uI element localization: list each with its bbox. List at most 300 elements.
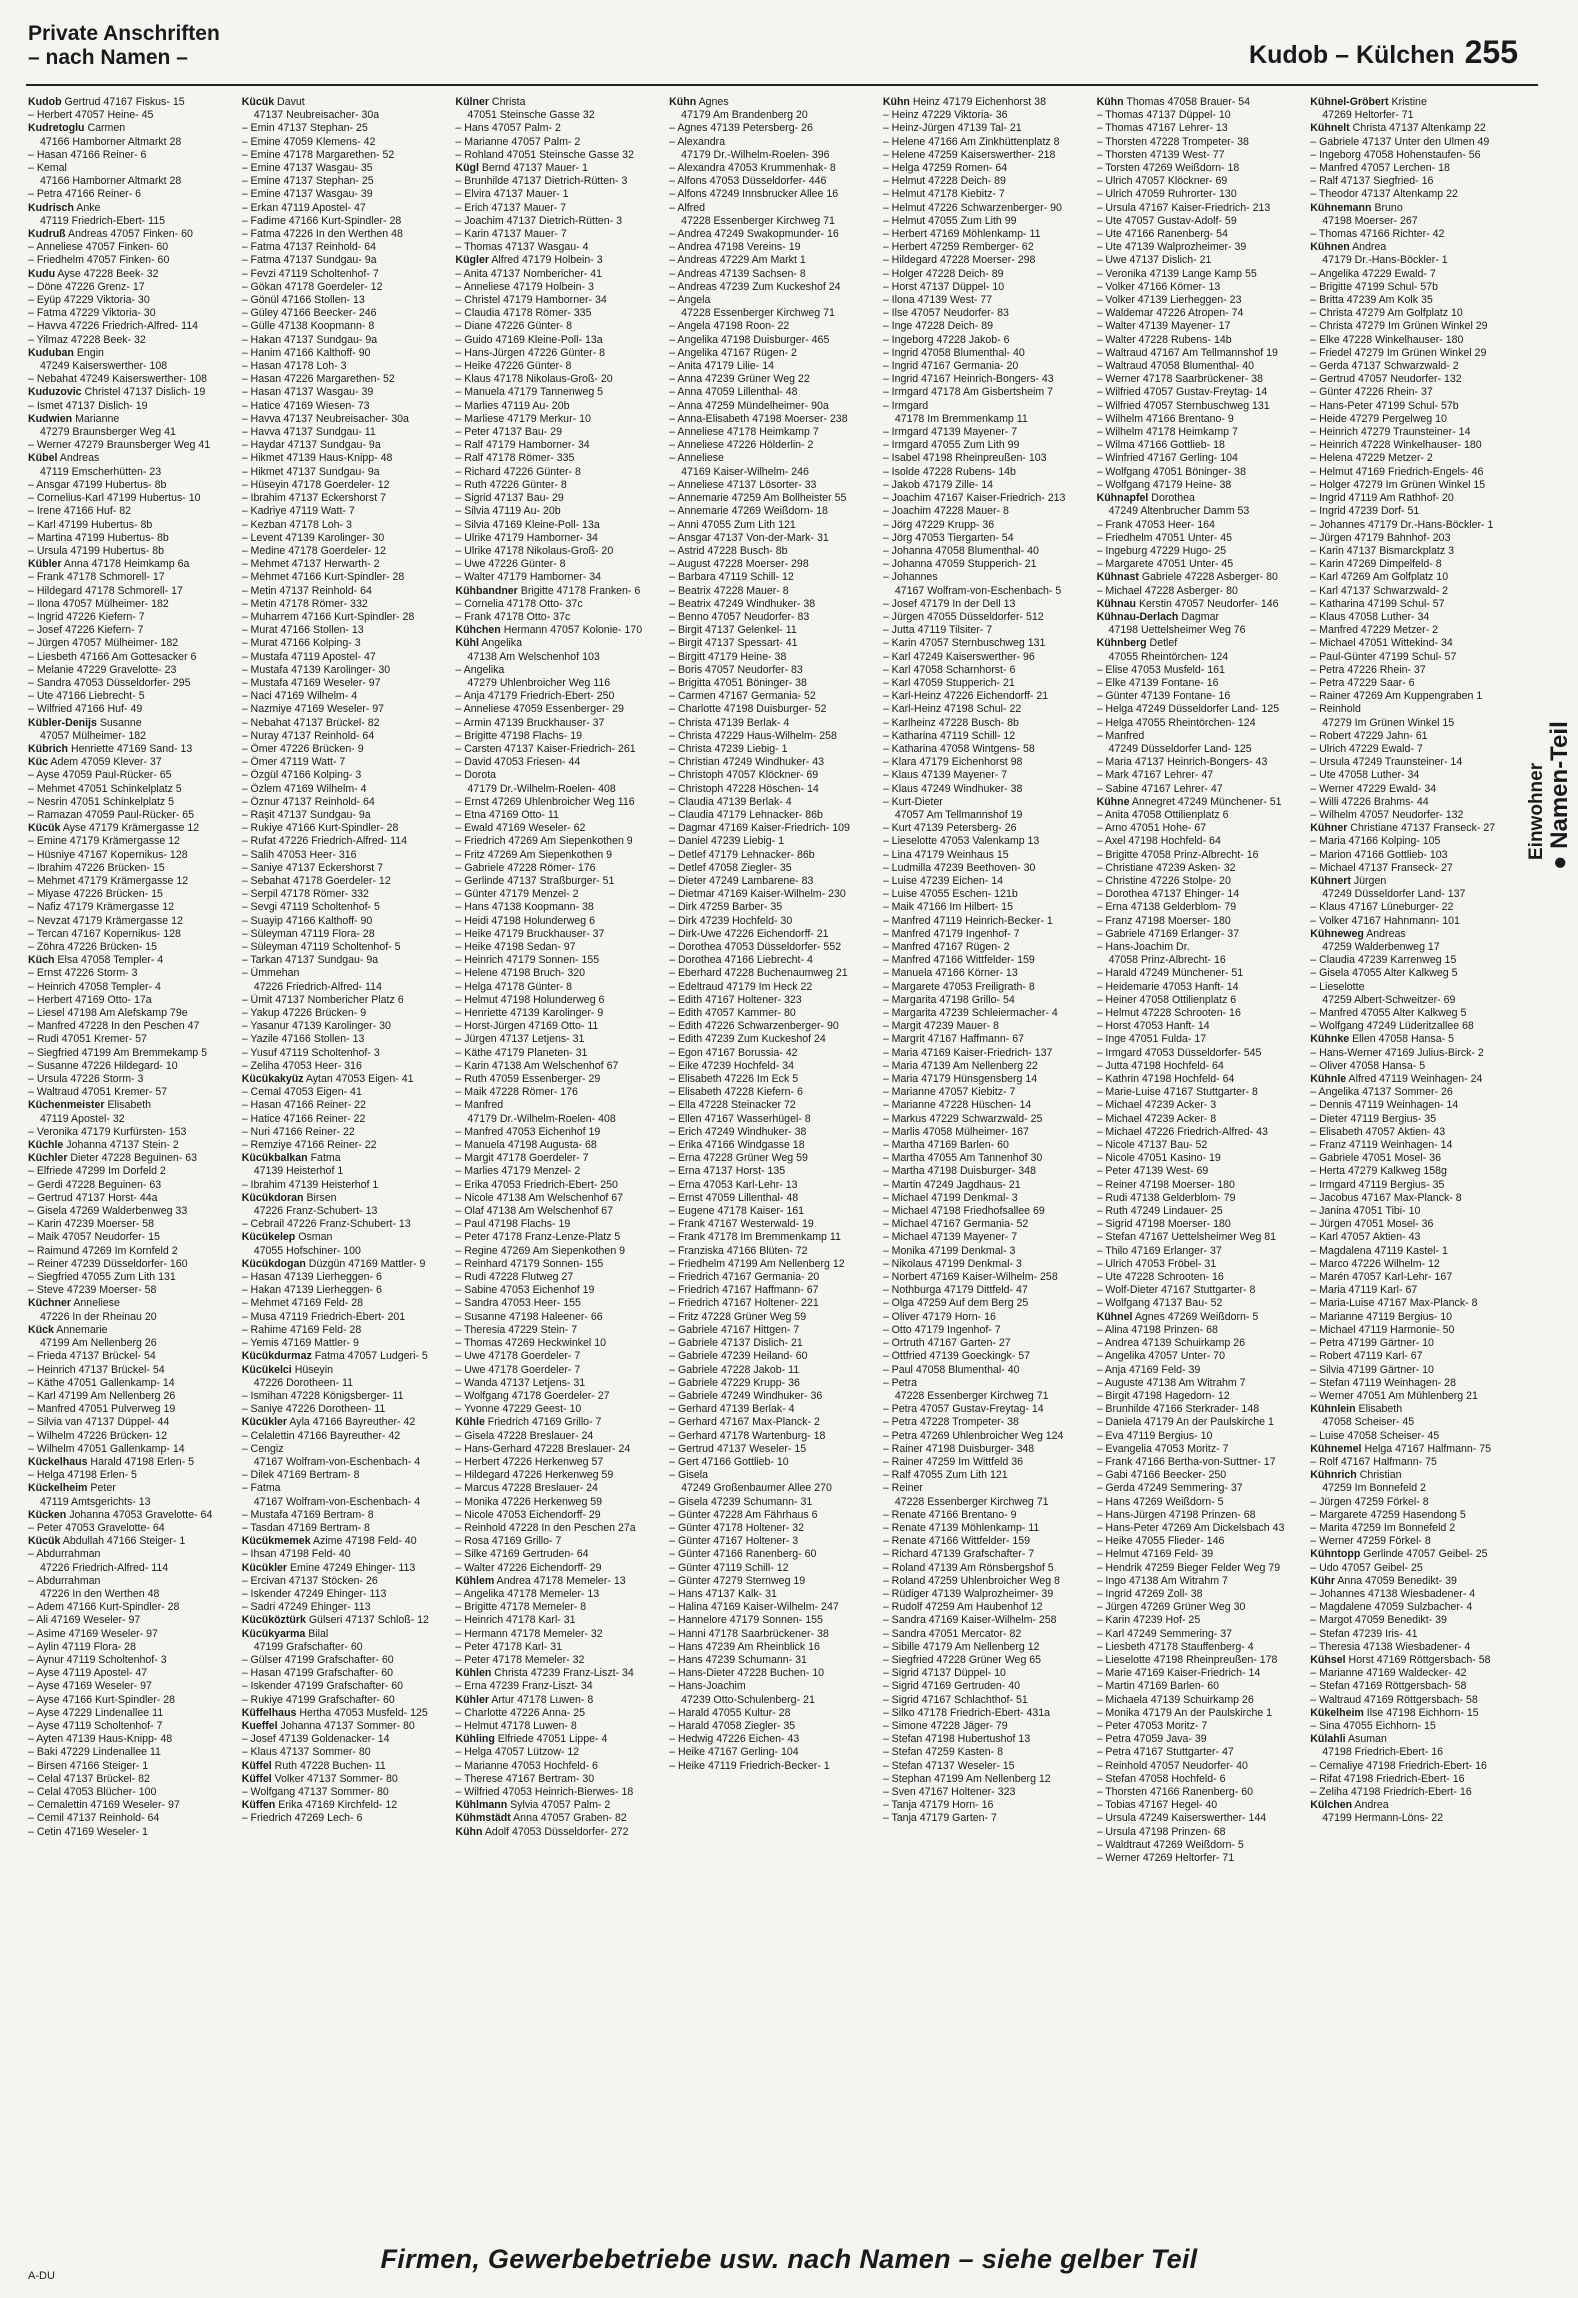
listing-entry: – Ömer 47226 Brücken- 9 [241, 742, 364, 755]
listing-entry: – Brunhilde 47137 Dietrich-Rütten- 3 [455, 175, 628, 188]
listing-entry: – Tercan 47167 Kopernikus- 128 [28, 927, 181, 940]
listing-entry: Kühntopp Gerlinde 47057 Geibel- 25 [1310, 1548, 1488, 1561]
listing-entry: Kühmstädt Anna 47057 Graben- 82 [455, 1812, 627, 1825]
listing-entry: – Frank 47178 Schmorell- 17 [28, 571, 165, 584]
listing-entry: – Renate 47139 Möhlenkamp- 11 [882, 1521, 1040, 1534]
listing-entry: – Thilo 47169 Erlanger- 37 [1096, 1244, 1222, 1257]
listing-entry: – Hildegard 47226 Herkenweg 59 [455, 1469, 614, 1482]
listing-entry: – Simone 47228 Jäger- 79 [882, 1719, 1008, 1732]
listing-entry: Kühnen Andrea [1310, 241, 1387, 254]
listing-entry: – Alexandra 47053 Krummenhak- 8 [669, 162, 836, 175]
listing-entry: 47167 Wolfram-von-Eschenbach- 4 [253, 1455, 421, 1468]
listing-entry: – Edith 47226 Schwarzenberger- 90 [669, 1020, 839, 1033]
listing-entry: Kühnel Agnes 47269 Weißdorn- 5 [1096, 1310, 1259, 1323]
listing-entry: – Veronika 47179 Kurfürsten- 153 [28, 1125, 187, 1138]
listing-entry: – Wilhelm 47178 Heimkamp 7 [1096, 426, 1238, 439]
listing-entry: – Karl 47059 Stupperich- 21 [882, 676, 1015, 689]
listing-entry: – Havva 47226 Friedrich-Alfred- 114 [28, 320, 198, 333]
listing-entry: – Günter 47166 Ranenberg- 60 [669, 1548, 817, 1561]
listing-entry: – Günter 47119 Schill- 12 [669, 1561, 789, 1574]
listing-entry: – Petra 47226 Rhein- 37 [1310, 663, 1426, 676]
listing-entry: Kücüköztürk Gülseri 47137 Schloß- 12 [241, 1614, 429, 1627]
listing-entry: Kücük Ayse 47179 Krämergasse 12 [28, 822, 200, 835]
listing-entry: 47051 Steinsche Gasse 32 [467, 109, 595, 122]
listing-entry: – Mehmet 47166 Kurt-Spindler- 28 [241, 571, 405, 584]
listing-entry: – Rainer 47259 Im Wittfeld 36 [882, 1455, 1023, 1468]
listing-entry: – Manfred 47119 Heinrich-Becker- 1 [882, 914, 1053, 927]
listing-entry: 47167 Wolfram-von-Eschenbach- 5 [894, 584, 1062, 597]
listing-entry: – Heinrich 47178 Karl- 31 [455, 1614, 576, 1627]
listing-entry: – Ulrich 47059 Ruhrorter- 130 [1096, 188, 1237, 201]
listing-entry: – Fritz 47228 Grüner Weg 59 [669, 1310, 807, 1323]
listing-entry: – Edith 47057 Kammer- 80 [669, 1007, 796, 1020]
listing-entry: – Hüseyin 47178 Goerdeler- 12 [241, 478, 390, 491]
listing-entry: – Eberhard 47228 Buchenaumweg 21 [669, 967, 848, 980]
listing-entry: – Hüsniye 47167 Kopernikus- 128 [28, 848, 188, 861]
listing-entry: – Karl-Heinz 47198 Schul- 22 [882, 703, 1022, 716]
listing-entry: Kückelheim Peter [28, 1482, 116, 1495]
listing-entry: – Ismihan 47228 Königsberger- 11 [241, 1389, 404, 1402]
listing-entry: Kügl Bernd 47137 Mauer- 1 [455, 162, 588, 175]
listing-entry: – Hanni 47178 Saarbrückener- 38 [669, 1627, 829, 1640]
listing-column [1097, 96, 1305, 2232]
listing-entry: – Sebahat 47178 Goerdeler- 12 [241, 874, 391, 887]
listing-entry: – Ursula 47249 Traunsteiner- 14 [1310, 756, 1463, 769]
listing-entry: – Brigitta 47051 Böninger- 38 [669, 676, 807, 689]
listing-entry: – Carsten 47137 Kaiser-Friedrich- 261 [455, 742, 636, 755]
listing-entry: – Günter 47178 Holtener- 32 [669, 1521, 805, 1534]
listing-entry: – Adem 47166 Kurt-Spindler- 28 [28, 1601, 180, 1614]
listing-entry: Kücük Davut [241, 96, 305, 108]
listing-entry: – Helmut 47169 Feld- 39 [1096, 1548, 1214, 1561]
listing-entry: – Katharina 47199 Schul- 57 [1310, 597, 1445, 610]
listing-entry: – Musa 47119 Friedrich-Ebert- 201 [241, 1310, 406, 1323]
listing-entry: – Hans 47239 Am Rheinblick 16 [669, 1640, 820, 1653]
listing-entry: – Jürgen 47179 Bahnhof- 203 [1310, 531, 1451, 544]
listing-entry: – Ibrahim 47226 Brücken- 15 [28, 861, 165, 874]
listing-entry: 47269 Heltorfer- 71 [1322, 109, 1414, 122]
listing-entry: – Johanna 47059 Stupperich- 21 [882, 558, 1037, 571]
listing-entry: – Suayip 47166 Kalthoff- 90 [241, 914, 373, 927]
listing-entry: – Reiner 47198 Moerser- 180 [1096, 1178, 1235, 1191]
listing-entry: – Werner 47279 Braunsberger Weg 41 [28, 439, 211, 452]
listing-entry: – Günter 47279 Sternweg 19 [669, 1574, 806, 1587]
listing-entry: – Liesbeth 47166 Am Gottesacker 6 [28, 650, 197, 663]
listing-entry: – Evangelia 47053 Moritz- 7 [1096, 1442, 1229, 1455]
listing-entry: – Jutta 47198 Hochfeld- 64 [1096, 1059, 1224, 1072]
listing-entry: – Michael 47228 Asberger- 80 [1096, 584, 1238, 597]
listing-entry: – Nesrin 47051 Schinkelplatz 5 [28, 795, 175, 808]
listing-entry: – Siegfried 47055 Zum Lith 131 [28, 1271, 176, 1284]
listing-entry: Kükelheim Ilse 47198 Eichhorn- 15 [1310, 1706, 1479, 1719]
listing-entry: – Heiner 47058 Ottilienplatz 6 [1096, 993, 1237, 1006]
listing-entry: – Tanja 47179 Garten- 7 [882, 1812, 997, 1825]
listing-entry: – Ayse 47169 Weseler- 97 [28, 1680, 152, 1693]
listing-entry: – Abdurrahman [28, 1574, 101, 1587]
listing-entry: – Anneliese 47059 Essenberger- 29 [455, 703, 624, 716]
listing-entry: – Birsen 47166 Steiger- 1 [28, 1759, 149, 1772]
listing-entry: – Uwe 47226 Günter- 8 [455, 558, 566, 571]
listing-entry: – Nicole 47137 Bau- 52 [1096, 1139, 1208, 1152]
listing-entry: – Maria-Luise 47167 Max-Planck- 8 [1310, 1297, 1478, 1310]
listing-entry: – Volker 47139 Lierheggen- 23 [1096, 294, 1242, 307]
listing-entry: Küffel Volker 47137 Sommer- 80 [241, 1772, 398, 1785]
listing-entry: – Daniela 47179 An der Paulskirche 1 [1096, 1416, 1274, 1429]
listing-entry: 47228 Essenberger Kirchweg 71 [681, 307, 835, 320]
listing-entry: – Stefan 47137 Weseler- 15 [882, 1759, 1015, 1772]
listing-entry: – Angelika 47198 Duisburger- 465 [669, 333, 830, 346]
listing-entry: – Margarete 47259 Hasendong 5 [1310, 1508, 1466, 1521]
listing-entry: – Erkan 47119 Apostel- 47 [241, 201, 366, 214]
listing-entry: – Charlotte 47226 Anna- 25 [455, 1706, 585, 1719]
listing-entry: – Mark 47167 Lehrer- 47 [1096, 769, 1214, 782]
listing-entry: – Fadime 47166 Kurt-Spindler- 28 [241, 214, 402, 227]
listing-entry: – Manfred 47229 Metzer- 2 [1310, 624, 1439, 637]
listing-entry: – Veronika 47139 Lange Kamp 55 [1096, 267, 1257, 280]
listing-column [455, 96, 663, 2232]
listing-entry: – Medine 47178 Goerdeler- 12 [241, 544, 386, 557]
listing-entry: – Andrea 47139 Schuirkamp 26 [1096, 1337, 1245, 1350]
listing-entry: Kudrisch Anke [28, 201, 101, 214]
listing-entry: – Cengiz [241, 1442, 284, 1455]
listing-entry: – Heike 47179 Bruckhauser- 37 [455, 927, 605, 940]
listing-entry: – Waldemar 47226 Atropen- 74 [1096, 307, 1244, 320]
listing-entry: – Ingeborg 47058 Hohenstaufen- 56 [1310, 148, 1481, 161]
listing-entry: – Karl 47199 Hubertus- 8b [28, 518, 153, 531]
listing-entry: – Petra 47167 Stuttgarter- 47 [1096, 1746, 1234, 1759]
listing-entry: – Petra 47199 Gärtner- 10 [1310, 1337, 1434, 1350]
listing-entry: – Auguste 47138 Am Witrahm 7 [1096, 1376, 1246, 1389]
listing-entry: Küchner Anneliese [28, 1297, 120, 1310]
listing-entry: – Susanne 47198 Haleener- 66 [455, 1310, 603, 1323]
listing-entry: – Ursula 47226 Storm- 3 [28, 1073, 144, 1086]
listing-entry: – Edith 47167 Holtener- 323 [669, 993, 802, 1006]
listing-entry: – Manuela 47179 Tannenweg 5 [455, 386, 604, 399]
listing-entry: – Klaus 47249 Windhuker- 38 [882, 782, 1023, 795]
listing-entry: – Ibrahim 47139 Heisterhof 1 [241, 1178, 379, 1191]
listing-entry: 47119 Amtsgerichts- 13 [40, 1495, 151, 1508]
listing-entry: Kühneweg Andreas [1310, 927, 1406, 940]
listing-entry: Küch Elsa 47058 Templer- 4 [28, 954, 164, 967]
listing-entry: – Monika 47226 Herkenweg 59 [455, 1495, 603, 1508]
listing-entry: – Elisabeth 47228 Kiefern- 6 [669, 1086, 803, 1099]
listing-entry: – Agnes 47139 Petersberg- 26 [669, 122, 813, 135]
listing-entry: – Silke 47169 Gertruden- 64 [455, 1548, 589, 1561]
listing-entry: – Ayse 47229 Lindenallee 11 [28, 1706, 164, 1719]
listing-entry: – Ursula 47199 Hubertus- 8b [28, 544, 165, 557]
listing-column [28, 96, 236, 2232]
listing-entry: – Ursula 47198 Prinzen- 68 [1096, 1825, 1226, 1838]
listing-entry: Kücükler Ayla 47166 Bayreuther- 42 [241, 1416, 416, 1429]
listing-entry: – Peter 47178 Karl- 31 [455, 1640, 563, 1653]
listing-entry: – Hans 47138 Koopmann- 38 [455, 901, 594, 914]
listing-entry: – Michael 47198 Friedhofsallee 69 [882, 1205, 1045, 1218]
listing-entry: 47228 Essenberger Kirchweg 71 [681, 214, 835, 227]
listing-entry: – Sevgi 47119 Scholtenhof- 5 [241, 901, 380, 914]
listing-entry: – Wilhelm 47226 Brücken- 12 [28, 1429, 167, 1442]
listing-entry: – Cemal 47053 Eigen- 41 [241, 1086, 362, 1099]
listing-entry: – Hasan 47166 Reiner- 22 [241, 1099, 366, 1112]
listing-entry: – Fatma 47137 Sundgau- 9a [241, 254, 377, 267]
listing-entry: – Sigrid 47137 Düppel- 10 [882, 1667, 1006, 1680]
listing-entry: – Rudolf 47259 Am Haubenhof 12 [882, 1601, 1043, 1614]
listing-entry: – Yazile 47166 Stollen- 13 [241, 1033, 365, 1046]
listing-entry: – Kurt 47139 Petersberg- 26 [882, 822, 1017, 835]
listing-entry: – Nevzat 47179 Krämergasse 12 [28, 914, 183, 927]
listing-entry: – Ingrid 47226 Kiefern- 7 [28, 610, 145, 623]
listing-entry: – Cebrail 47226 Franz-Schubert- 13 [241, 1218, 411, 1231]
listing-entry: – Waltraud 47051 Kremer- 57 [28, 1086, 168, 1099]
listing-entry: – Horst 47137 Düppel- 10 [882, 280, 1005, 293]
listing-entry: 47249 Kaiserswerther- 108 [40, 360, 168, 373]
listing-entry: – Gülser 47199 Grafschafter- 60 [241, 1653, 394, 1666]
listing-entry: Kübler Anna 47178 Heimkamp 6a [28, 558, 190, 571]
listing-entry: – Waltraud 47058 Blumenthal- 40 [1096, 360, 1254, 373]
listing-entry: – Emine 47179 Krämergasse 12 [28, 835, 180, 848]
listing-entry: – Karl 47199 Am Nellenberg 26 [28, 1389, 176, 1402]
listing-entry: Küc Adem 47059 Klever- 37 [28, 756, 162, 769]
listing-entry: – Hans-Peter 47269 Am Dickelsbach 43 [1096, 1521, 1285, 1534]
listing-entry: – Sandra 47051 Mercator- 82 [882, 1627, 1022, 1640]
listing-entry: – Maria 47137 Heinrich-Bongers- 43 [1096, 756, 1268, 769]
listing-entry: Kücükmemek Azime 47198 Feld- 40 [241, 1535, 417, 1548]
listing-entry: – Levent 47139 Karolinger- 30 [241, 531, 385, 544]
listing-entry: 47226 Dorotheen- 11 [253, 1376, 354, 1389]
listing-entry: – Franz 47198 Moerser- 180 [1096, 914, 1231, 927]
listing-entry: – Ayten 47139 Haus-Knipp- 48 [28, 1733, 173, 1746]
listing-entry: – Margrit 47167 Haffmann- 67 [882, 1033, 1024, 1046]
listing-entry: – Winfried 47167 Gerling- 104 [1096, 452, 1238, 465]
listing-entry: – Hans 47239 Schumann- 31 [669, 1653, 807, 1666]
listing-entry: 47249 Altenbrucher Damm 53 [1108, 505, 1250, 518]
listing-entry: – Reinhold [1310, 703, 1361, 716]
listing-entry: – Stefan 47058 Hochfeld- 6 [1096, 1772, 1226, 1785]
listing-entry: – Cemaliye 47198 Friedrich-Ebert- 16 [1310, 1759, 1487, 1772]
listing-entry: – Fritz 47269 Am Siepenkothen 9 [455, 848, 613, 861]
listing-entry: – David 47053 Friesen- 44 [455, 756, 581, 769]
listing-entry: – Luise 47239 Eichen- 14 [882, 874, 1003, 887]
listing-entry: – Yakup 47226 Brücken- 9 [241, 1007, 367, 1020]
listing-entry: – Dilek 47169 Bertram- 8 [241, 1469, 360, 1482]
listing-entry: – Erna 47053 Karl-Lehr- 13 [669, 1178, 798, 1191]
listing-entry: – Ingrid 47239 Dorf- 51 [1310, 505, 1420, 518]
listing-entry: – Heike 47055 Flieder- 146 [1096, 1535, 1225, 1548]
listing-entry: – Celalettin 47166 Bayreuther- 42 [241, 1429, 401, 1442]
listing-entry: – Elke 47228 Winkelhauser- 180 [1310, 333, 1464, 346]
listing-entry: – Astrid 47228 Busch- 8b [669, 544, 788, 557]
listing-entry: Kücken Johanna 47053 Gravelotte- 64 [28, 1508, 213, 1521]
listing-entry: – Friedhelm 47057 Finken- 60 [28, 254, 170, 267]
listing-entry: – Thorsten 47139 West- 77 [1096, 148, 1225, 161]
listing-entry: – Edith 47239 Zum Kuckeshof 24 [669, 1033, 826, 1046]
listing-entry: – Gerhard 47167 Max-Planck- 2 [669, 1416, 820, 1429]
listing-entry: – Anna 47239 Grüner Weg 22 [669, 373, 810, 386]
listing-entry: – Elvira 47137 Mauer- 1 [455, 188, 569, 201]
listing-entry: – Rolf 47167 Halfmann- 75 [1310, 1455, 1437, 1468]
listing-entry: Kühlmann Sylvia 47057 Palm- 2 [455, 1799, 611, 1812]
listing-entry: – Gisela [669, 1469, 709, 1482]
listing-entry: – Benno 47057 Neudorfer- 83 [669, 610, 810, 623]
listing-entry: – Marita 47259 Im Bonnefeld 2 [1310, 1521, 1456, 1534]
listing-entry: Kücükler Emine 47249 Ehinger- 113 [241, 1561, 416, 1574]
listing-entry: – Ömer 47119 Watt- 7 [241, 756, 346, 769]
listing-entry: – Michael 47139 Mayener- 7 [882, 1231, 1018, 1244]
listing-entry: – Josef 47139 Goldenacker- 14 [241, 1733, 390, 1746]
listing-entry: – Monika 47199 Denkmal- 3 [882, 1244, 1016, 1257]
listing-entry: – Tanja 47179 Horn- 16 [882, 1799, 994, 1812]
listing-entry: – Metin 47137 Reinhold- 64 [241, 584, 372, 597]
listing-entry: – Paul 47058 Blumenthal- 40 [882, 1363, 1020, 1376]
listing-entry: – Stefan 47119 Weinhagen- 28 [1310, 1376, 1456, 1389]
listing-entry: – Christel 47179 Hamborner- 34 [455, 294, 607, 307]
listing-entry: – Herbert 47169 Otto- 17a [28, 993, 152, 1006]
listing-entry: – Christa 47239 Liebig- 1 [669, 742, 788, 755]
listing-entry: – Anneliese 47178 Heimkamp 7 [669, 426, 819, 439]
listing-entry: 47139 Heisterhof 1 [253, 1165, 344, 1178]
listing-entry: – Asime 47169 Weseler- 97 [28, 1627, 158, 1640]
listing-entry: – Klaus 47167 Lüneburger- 22 [1310, 901, 1454, 914]
listing-entry: – Havva 47137 Neubreisacher- 30a [241, 412, 409, 425]
listing-entry: – Ute 47058 Luther- 34 [1310, 769, 1420, 782]
listing-entry: – Heinrich 47179 Sonnen- 155 [455, 954, 600, 967]
listing-entry: – Celal 47053 Blücher- 100 [28, 1786, 157, 1798]
listing-entry: – Joachim 47228 Mauer- 8 [882, 505, 1009, 518]
listing-entry: 47226 In der Rheinau 20 [40, 1310, 157, 1323]
listing-entry: – Nothburga 47179 Dittfeld- 47 [882, 1284, 1028, 1297]
listing-entry: – Heike 47167 Gerling- 104 [669, 1746, 799, 1759]
listing-entry: – Mustafa 47169 Bertram- 8 [241, 1508, 374, 1521]
listing-entry: – Thomas 47166 Richter- 42 [1310, 228, 1445, 241]
listing-entry: – Frank 47178 Otto- 37c [455, 610, 571, 623]
listing-entry: – Angelika [455, 663, 505, 676]
listing-entry: – Thomas 47137 Düppel- 10 [1096, 109, 1231, 122]
listing-entry: – Petra 47228 Trompeter- 38 [882, 1416, 1019, 1429]
listing-entry: – Silvia van 47137 Düppel- 44 [28, 1416, 170, 1429]
listing-entry: – Olaf 47138 Am Welschenhof 67 [455, 1205, 614, 1218]
listing-entry: – Heinrich 47279 Traunsteiner- 14 [1310, 426, 1471, 439]
listing-entry: – Anneliese [669, 452, 724, 465]
listing-entry: – Ümmehan [241, 967, 300, 980]
listing-entry: 47119 Friedrich-Ebert- 115 [40, 214, 166, 227]
listing-entry: Kühl Angelika [455, 637, 522, 650]
listing-entry: Kücük Abdullah 47166 Steiger- 1 [28, 1535, 186, 1548]
listing-entry: – Harald 47058 Ziegler- 35 [669, 1719, 796, 1732]
listing-entry: Kühnrich Christian [1310, 1469, 1402, 1482]
listing-entry: – Peter 47178 Franz-Lenze-Platz 5 [455, 1231, 621, 1244]
listing-column [883, 96, 1091, 2232]
listing-entry: 47226 Friedrich-Alfred- 114 [40, 1561, 169, 1574]
listing-entry: – Ludmilla 47239 Beethoven- 30 [882, 861, 1036, 874]
listing-entry: – Ingrid 47269 Zoll- 38 [1096, 1587, 1203, 1600]
listing-entry: – Gülle 47138 Koopmann- 8 [241, 320, 375, 333]
listing-entry: – Christian 47249 Windhuker- 43 [669, 756, 825, 769]
listing-entry: – Manfred 47053 Eichenhof 19 [455, 1125, 601, 1138]
listing-entry: – Remziye 47166 Reiner- 22 [241, 1139, 377, 1152]
listing-entry: – Alexandra [669, 135, 726, 148]
listing-entry: – Hasan 47199 Grafschafter- 60 [241, 1667, 394, 1680]
listing-entry: – Manuela 47166 Körner- 13 [882, 967, 1018, 980]
listing-entry: – Marianne 47228 Hüschen- 14 [882, 1099, 1032, 1112]
listing-entry: – Irmgard [882, 399, 929, 412]
listing-entry: – Rifat 47198 Friedrich-Ebert- 16 [1310, 1772, 1465, 1785]
listing-entry: – Karin 47138 Am Welschenhof 67 [455, 1059, 619, 1072]
listing-entry: – Angela [669, 294, 711, 307]
listing-entry: – Hikmet 47137 Sundgau- 9a [241, 465, 380, 478]
listing-entry: – Reiner [882, 1482, 923, 1495]
listing-entry: – Margit 47178 Goerdeler- 7 [455, 1152, 589, 1165]
listing-entry: – Christiane 47239 Asken- 32 [1096, 861, 1236, 874]
listing-entry: – Diane 47226 Günter- 8 [455, 320, 573, 333]
listing-entry: 47057 Am Tellmannshof 19 [894, 808, 1023, 821]
listing-entry: – Ingrid 47167 Heinrich-Bongers- 43 [882, 373, 1054, 386]
name-range: Kudob – Külchen [1249, 41, 1455, 69]
listing-entry: – Hans 47269 Weißdorn- 5 [1096, 1495, 1224, 1508]
listing-entry: – Angelika 47167 Rügen- 2 [669, 346, 797, 359]
listing-entry: – Gisela 47269 Walderbenweg 33 [28, 1205, 188, 1218]
listing-entry: – Frank 47167 Westerwald- 19 [669, 1218, 814, 1231]
listing-entry: Kühnemann Bruno [1310, 201, 1403, 214]
listing-entry: – Erika 47166 Windgasse 18 [669, 1139, 805, 1152]
listing-entry: – Fatma 47226 In den Werthen 48 [241, 228, 403, 241]
listing-entry: – Margarete 47051 Unter- 45 [1096, 558, 1234, 571]
listing-entry: – Michael 47119 Harmonie- 50 [1310, 1323, 1455, 1336]
listing-entry: – Wilma 47166 Gottlieb- 18 [1096, 439, 1225, 452]
listing-entry: Kühnau-Derlach Dagmar [1096, 610, 1220, 623]
listing-entry: Küffelhaus Hertha 47053 Musfeld- 125 [241, 1706, 428, 1719]
listing-entry: – Herbert 47259 Remberger- 62 [882, 241, 1034, 254]
listing-entry: – Ortruth 47167 Garten- 27 [882, 1337, 1011, 1350]
listing-entry: – Haydar 47137 Sundgau- 9a [241, 439, 381, 452]
listing-entry: – Hasan 47139 Lierheggen- 6 [241, 1271, 382, 1284]
listing-entry: – Johannes [882, 571, 938, 584]
listing-entry: – Karl 47137 Schwarzwald- 2 [1310, 584, 1449, 597]
listing-entry: 47279 Braunsberger Weg 41 [40, 426, 176, 439]
listing-entry: – Thomas 47137 Wasgau- 4 [455, 241, 589, 254]
listing-entry: – Gabriele 47228 Römer- 176 [455, 861, 596, 874]
listing-entry: – Ayse 47119 Scholtenhof- 7 [28, 1719, 163, 1732]
listing-entry: – Helga 47198 Erlen- 5 [28, 1469, 137, 1482]
listing-entry: – Baki 47229 Lindenallee 11 [28, 1746, 161, 1759]
listing-entry: – Susanne 47226 Hildegard- 10 [28, 1059, 178, 1072]
page-header-section [28, 22, 220, 70]
listing-entry: – Michael 47137 Franseck- 27 [1310, 861, 1453, 874]
listing-entry: – Norbert 47169 Kaiser-Wilhelm- 258 [882, 1271, 1058, 1284]
listing-entry: – Stefan 47259 Kasten- 8 [882, 1746, 1003, 1759]
listing-entry: – Michael 47239 Acker- 3 [1096, 1099, 1217, 1112]
listing-entry: – Sibille 47179 Am Nellenberg 12 [882, 1640, 1040, 1653]
listing-entry: – Erna 47239 Franz-Liszt- 34 [455, 1680, 593, 1693]
listing-entry: – Friedhelm 47199 Am Nellenberg 12 [669, 1257, 845, 1270]
listing-entry: – Axel 47198 Hochfeld- 64 [1096, 835, 1221, 848]
listing-entry: – Ümit 47137 Nombericher Platz 6 [241, 993, 404, 1006]
listing-entry: – Heike 47119 Friedrich-Becker- 1 [669, 1759, 830, 1772]
listing-entry: – Liesel 47198 Am Alefskamp 79e [28, 1007, 188, 1020]
listing-entry: – Fatma [241, 1482, 281, 1495]
listing-entry: – Wolfgang 47051 Böninger- 38 [1096, 465, 1246, 478]
listing-entry: 47119 Emscherhütten- 23 [40, 465, 162, 478]
listing-entry: – Harald 47055 Kultur- 28 [669, 1706, 791, 1719]
listing-entry: Kühbandner Brigitte 47178 Franken- 6 [455, 584, 641, 597]
listing-entry: – Richard 47226 Günter- 8 [455, 465, 581, 478]
listing-entry: – Ruth 47059 Essenberger- 29 [455, 1073, 601, 1086]
listing-entry: – Döne 47226 Grenz- 17 [28, 280, 145, 293]
listing-entry: – Detlef 47058 Ziegler- 35 [669, 861, 792, 874]
listing-entry: – Herta 47279 Kalkweg 158g [1310, 1165, 1447, 1178]
listing-entry: – Irmgard 47053 Düsseldorfer- 545 [1096, 1046, 1262, 1059]
listing-entry: Kübrich Henriette 47169 Sand- 13 [28, 742, 193, 755]
listing-entry: – Anna-Elisabeth 47198 Moerser- 238 [669, 412, 848, 425]
listing-entry: – Ingeborg 47228 Jakob- 6 [882, 333, 1010, 346]
